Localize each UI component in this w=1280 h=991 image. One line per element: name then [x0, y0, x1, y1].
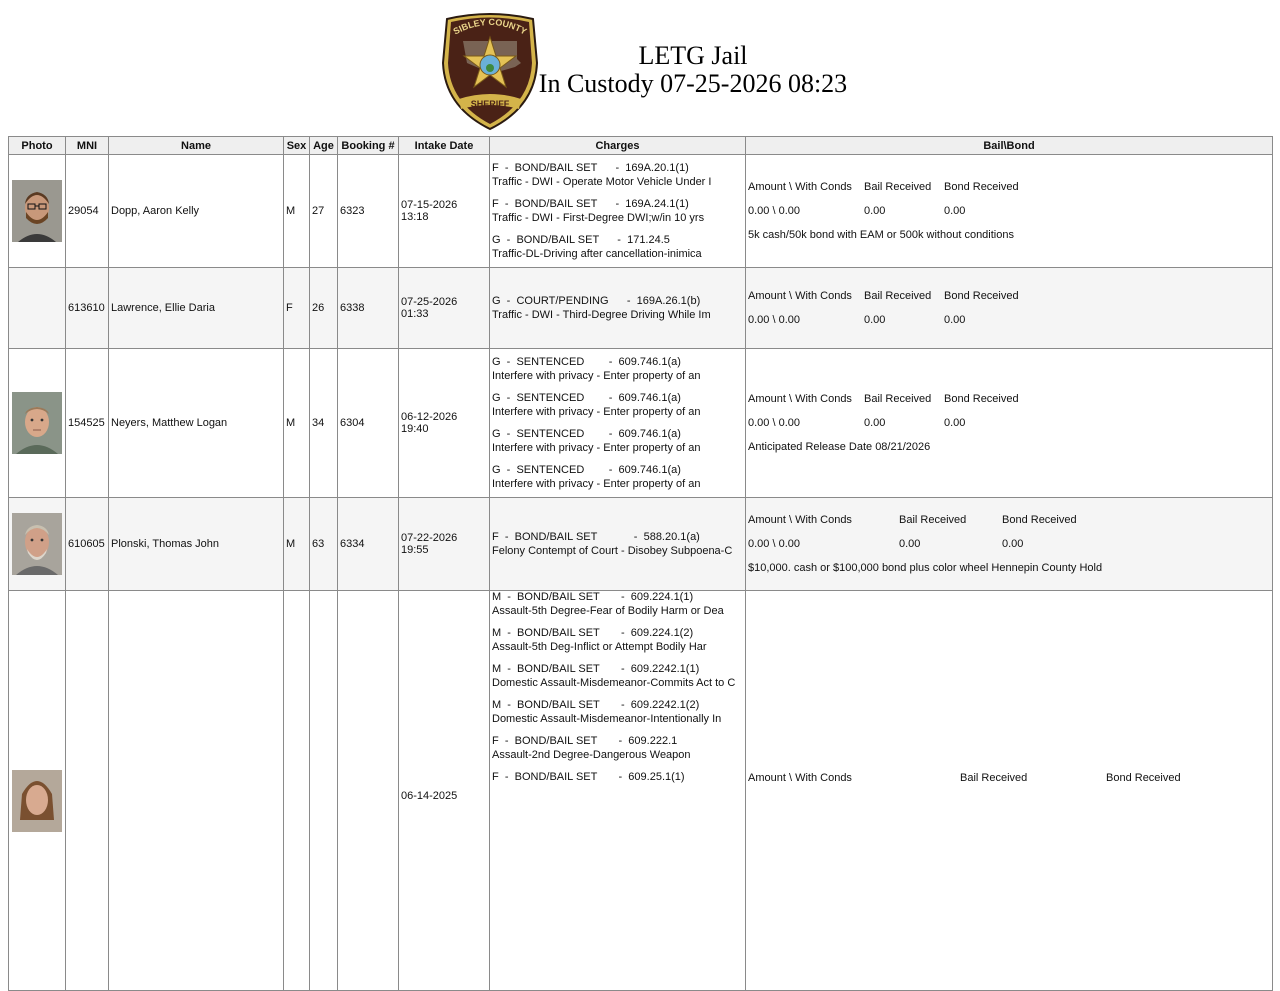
mni-cell: 610605	[66, 498, 109, 591]
intake-time: 19:55	[401, 544, 429, 556]
intake-date-cell	[399, 591, 490, 991]
charge-item	[492, 234, 743, 260]
table-header-row	[9, 137, 1273, 155]
amount-value: 0.00 \ 0.00	[748, 314, 800, 326]
bail-bond-cell	[746, 349, 1273, 498]
charge-item	[492, 699, 743, 725]
bail-received-label: Bail Received	[899, 514, 967, 526]
intake-date-cell	[399, 498, 490, 591]
charge-description: Traffic - DWI - Third-Degree Driving While Im	[492, 309, 711, 321]
bond-received-label: Bond Received	[944, 181, 1019, 193]
charge-item	[492, 771, 743, 783]
sex-cell: M	[284, 498, 310, 591]
charge-header: G - COURT/PENDING - 169A.26.1(b)	[492, 295, 701, 307]
charge-header: F - BOND/BAIL SET - 588.20.1(a)	[492, 531, 700, 543]
amount-label: Amount \ With Conds	[748, 772, 852, 784]
amount-label: Amount \ With Conds	[748, 393, 852, 405]
charge-description: Interfere with privacy - Enter property of an	[492, 406, 701, 418]
charge-header: F - BOND/BAIL SET - 169A.20.1(1)	[492, 162, 689, 174]
charges-cell	[490, 591, 746, 991]
amount-value: 0.00 \ 0.00	[748, 538, 800, 550]
col-header-charges: Charges	[490, 137, 746, 155]
charge-header: M - BOND/BAIL SET - 609.224.1(1)	[492, 591, 694, 603]
sex-cell: F	[284, 268, 310, 349]
bail-labels	[748, 772, 1270, 784]
amount-value: 0.00 \ 0.00	[748, 417, 800, 429]
amount-label: Amount \ With Conds	[748, 514, 852, 526]
page-title: LETG Jail	[638, 41, 748, 70]
intake-date: 06-12-2026	[401, 411, 458, 423]
bond-received-label: Bond Received	[1002, 514, 1077, 526]
sex-cell: M	[284, 349, 310, 498]
col-header-photo: Photo	[9, 137, 66, 155]
charge-description: Traffic-DL-Driving after cancellation-inimica	[492, 248, 702, 260]
mugshot-photo	[12, 392, 62, 454]
sheriff-badge-logo	[441, 11, 539, 131]
page-header	[0, 0, 1280, 136]
table-row	[9, 591, 1273, 991]
intake-time: 13:18	[401, 211, 429, 223]
mugshot-photo	[12, 180, 62, 242]
bail-note: 5k cash/50k bond with EAM or 500k without conditions	[748, 229, 1014, 241]
mni-cell: 29054	[66, 155, 109, 268]
bail-received-label: Bail Received	[864, 290, 932, 302]
page-subtitle: In Custody 07-25-2026 08:23	[538, 69, 848, 98]
amount-label: Amount \ With Conds	[748, 181, 852, 193]
bail-bond-cell	[746, 268, 1273, 349]
charge-description: Interfere with privacy - Enter property of an	[492, 478, 701, 490]
age-cell	[310, 591, 338, 991]
col-header-mni: MNI	[66, 137, 109, 155]
table-row	[9, 155, 1273, 268]
charge-item	[492, 295, 743, 321]
bail-received-value: 0.00	[864, 314, 886, 326]
bail-values	[748, 538, 1270, 550]
charge-header: F - BOND/BAIL SET - 609.222.1	[492, 735, 678, 747]
bail-note: Anticipated Release Date 08/21/2026	[748, 441, 931, 453]
charge-header: G - SENTENCED - 609.746.1(a)	[492, 428, 681, 440]
charge-header: F - BOND/BAIL SET - 609.25.1(1)	[492, 771, 685, 783]
intake-date: 07-22-2026	[401, 532, 458, 544]
age-cell: 63	[310, 498, 338, 591]
charge-header: M - BOND/BAIL SET - 609.224.1(2)	[492, 627, 694, 639]
photo-cell	[9, 349, 66, 498]
name-cell: Dopp, Aaron Kelly	[109, 155, 284, 268]
booking-cell: 6304	[338, 349, 399, 498]
charges-cell	[490, 349, 746, 498]
age-cell: 27	[310, 155, 338, 268]
photo-cell	[9, 155, 66, 268]
intake-date: 07-15-2026	[401, 199, 458, 211]
header-titles	[538, 42, 848, 98]
photo-cell	[9, 591, 66, 991]
charge-description: Assault-2nd Degree-Dangerous Weapon	[492, 749, 691, 761]
bail-values	[748, 417, 1270, 429]
bail-labels	[748, 181, 1270, 193]
bail-received-value: 0.00	[864, 205, 886, 217]
mugshot-photo	[12, 770, 62, 832]
charge-item	[492, 531, 743, 557]
name-cell: Neyers, Matthew Logan	[109, 349, 284, 498]
bail-values	[748, 205, 1270, 217]
charge-header: M - BOND/BAIL SET - 609.2242.1(1)	[492, 663, 700, 675]
amount-label: Amount \ With Conds	[748, 290, 852, 302]
intake-time: 01:33	[401, 308, 429, 320]
sex-cell: M	[284, 155, 310, 268]
intake-date: 06-14-2025	[401, 790, 458, 802]
bond-received-value: 0.00	[944, 417, 966, 429]
booking-cell: 6334	[338, 498, 399, 591]
charge-item	[492, 392, 743, 418]
booking-cell: 6338	[338, 268, 399, 349]
bail-labels	[748, 290, 1270, 302]
bond-received-value: 0.00	[1002, 538, 1024, 550]
name-cell: Lawrence, Ellie Daria	[109, 268, 284, 349]
bail-labels	[748, 514, 1270, 526]
col-header-age: Age	[310, 137, 338, 155]
bond-received-label: Bond Received	[1106, 772, 1181, 784]
bail-values	[748, 314, 1270, 326]
table-row	[9, 349, 1273, 498]
charge-header: F - BOND/BAIL SET - 169A.24.1(1)	[492, 198, 689, 210]
svg-text:SIBLEY COUNTY: SIBLEY COUNTY	[451, 16, 529, 37]
table-row	[9, 498, 1273, 591]
charge-header: G - SENTENCED - 609.746.1(a)	[492, 356, 681, 368]
charge-item	[492, 591, 743, 617]
charge-item	[492, 464, 743, 490]
age-cell: 26	[310, 268, 338, 349]
bail-received-label: Bail Received	[960, 772, 1028, 784]
charge-item	[492, 735, 743, 761]
col-header-bail-bond: Bail\Bond	[746, 137, 1273, 155]
intake-date: 07-25-2026	[401, 296, 458, 308]
bail-received-value: 0.00	[899, 538, 921, 550]
photo-cell	[9, 268, 66, 349]
charge-header: G - BOND/BAIL SET - 171.24.5	[492, 234, 670, 246]
name-cell	[109, 591, 284, 991]
col-header-booking: Booking #	[338, 137, 399, 155]
charge-item	[492, 162, 743, 188]
charges-cell	[490, 498, 746, 591]
charge-item	[492, 356, 743, 382]
charge-description: Interfere with privacy - Enter property of an	[492, 370, 701, 382]
bail-bond-cell	[746, 155, 1273, 268]
bail-note: $10,000. cash or $100,000 bond plus color wheel Hennepin County Hold	[748, 562, 1103, 574]
bail-received-value: 0.00	[864, 417, 886, 429]
charge-item	[492, 428, 743, 454]
table-row	[9, 268, 1273, 349]
charge-description: Felony Contempt of Court - Disobey Subpoena-C	[492, 545, 733, 557]
bond-received-label: Bond Received	[944, 290, 1019, 302]
charge-header: M - BOND/BAIL SET - 609.2242.1(2)	[492, 699, 700, 711]
charge-item	[492, 198, 743, 224]
charge-description: Domestic Assault-Misdemeanor-Intentionally In	[492, 713, 722, 725]
charges-cell	[490, 268, 746, 349]
bail-received-label: Bail Received	[864, 393, 932, 405]
booking-cell: 6323	[338, 155, 399, 268]
bond-received-label: Bond Received	[944, 393, 1019, 405]
charge-item	[492, 663, 743, 689]
intake-date-cell	[399, 268, 490, 349]
charge-description: Assault-5th Deg-Inflict or Attempt Bodily Har	[492, 641, 707, 653]
mni-cell	[66, 591, 109, 991]
bail-bond-cell	[746, 591, 1273, 991]
sex-cell	[284, 591, 310, 991]
col-header-intake-date: Intake Date	[399, 137, 490, 155]
intake-time: 19:40	[401, 423, 429, 435]
bond-received-value: 0.00	[944, 314, 966, 326]
col-header-sex: Sex	[284, 137, 310, 155]
photo-cell	[9, 498, 66, 591]
charge-header: G - SENTENCED - 609.746.1(a)	[492, 392, 681, 404]
charge-item	[492, 627, 743, 653]
mni-cell: 154525	[66, 349, 109, 498]
charge-description: Traffic - DWI - First-Degree DWI;w/in 10 yrs	[492, 212, 705, 224]
bond-received-value: 0.00	[944, 205, 966, 217]
intake-date-cell	[399, 349, 490, 498]
name-cell: Plonski, Thomas John	[109, 498, 284, 591]
charge-description: Assault-5th Degree-Fear of Bodily Harm or Dea	[492, 605, 724, 617]
charge-description: Interfere with privacy - Enter property of an	[492, 442, 701, 454]
intake-date-cell	[399, 155, 490, 268]
mni-cell: 613610	[66, 268, 109, 349]
charge-description: Traffic - DWI - Operate Motor Vehicle Under I	[492, 176, 712, 188]
age-cell: 34	[310, 349, 338, 498]
charges-cell	[490, 155, 746, 268]
bail-received-label: Bail Received	[864, 181, 932, 193]
custody-table	[8, 136, 1273, 991]
amount-value: 0.00 \ 0.00	[748, 205, 800, 217]
svg-text:SHERIFF: SHERIFF	[470, 99, 510, 109]
bail-bond-cell	[746, 498, 1273, 591]
charge-description: Domestic Assault-Misdemeanor-Commits Act to C	[492, 677, 736, 689]
bail-labels	[748, 393, 1270, 405]
booking-cell	[338, 591, 399, 991]
charge-header: G - SENTENCED - 609.746.1(a)	[492, 464, 681, 476]
col-header-name: Name	[109, 137, 284, 155]
mugshot-photo	[12, 513, 62, 575]
